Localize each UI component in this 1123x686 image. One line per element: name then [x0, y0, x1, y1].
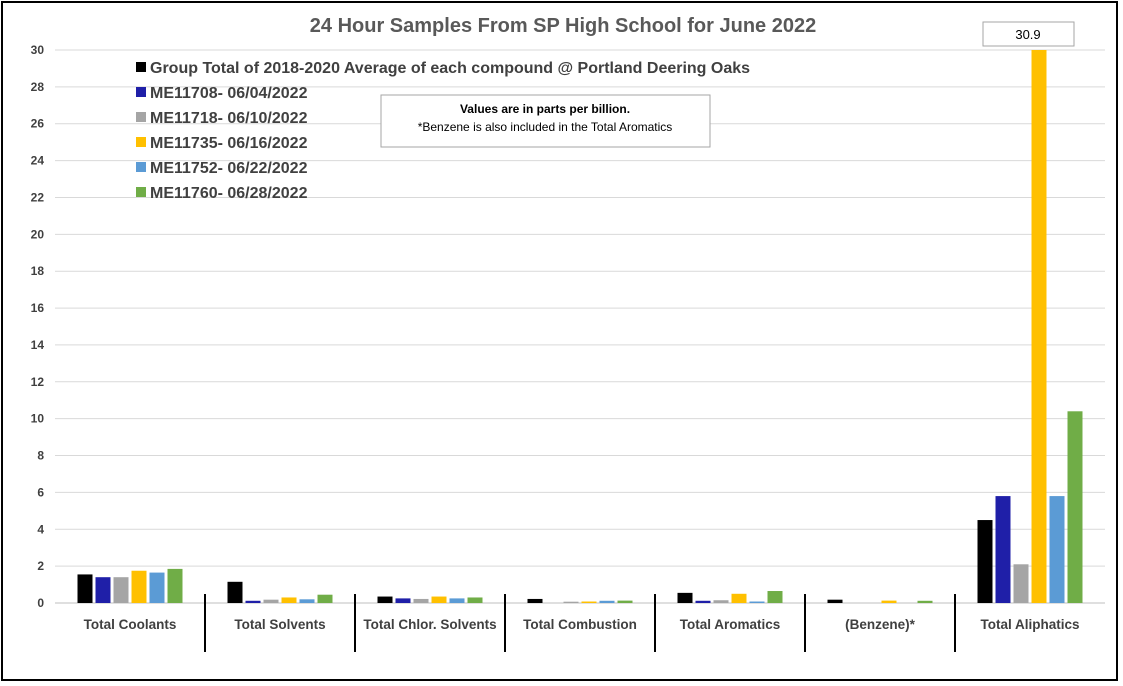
- bar: [318, 595, 333, 603]
- bar: [1050, 496, 1065, 603]
- legend-label: ME11708- 06/04/2022: [150, 85, 308, 102]
- bar: [978, 520, 993, 603]
- x-category-label: Total Combustion: [523, 617, 637, 632]
- bar: [114, 577, 129, 603]
- y-tick-label: 24: [30, 153, 44, 168]
- bar: [582, 602, 597, 603]
- bar: [696, 601, 711, 603]
- y-tick-label: 6: [37, 485, 44, 500]
- legend-swatch: [136, 62, 146, 72]
- y-tick-label: 14: [30, 337, 44, 352]
- bar: [378, 597, 393, 603]
- bar: [168, 569, 183, 603]
- overflow-value-label: 30.9: [1015, 27, 1041, 42]
- legend-label: Group Total of 2018-2020 Average of each compound @ Portland Deering Oaks: [150, 60, 751, 77]
- y-tick-label: 22: [30, 190, 44, 205]
- bar: [882, 601, 897, 603]
- x-category-label: Total Coolants: [83, 617, 177, 632]
- legend-label: ME11760- 06/28/2022: [150, 185, 308, 202]
- y-tick-label: 0: [37, 596, 44, 610]
- overflow-callout: [983, 22, 1074, 46]
- bar: [396, 598, 411, 603]
- bar: [78, 574, 93, 603]
- bar: [132, 571, 147, 603]
- y-tick-label: 28: [30, 79, 44, 94]
- bar: [1014, 564, 1029, 603]
- bar: [414, 599, 429, 603]
- bar: [918, 601, 933, 603]
- bar: [828, 600, 843, 603]
- y-axis: [31, 43, 45, 610]
- y-tick-label: 20: [30, 227, 44, 242]
- bar: [600, 601, 615, 603]
- x-category-label: (Benzene)*: [845, 617, 915, 632]
- x-category-label: Total Aliphatics: [980, 617, 1080, 632]
- legend-label: ME11718- 06/10/2022: [150, 110, 308, 127]
- units-note-line1: Values are in parts per billion.: [459, 102, 631, 116]
- bar: [732, 594, 747, 603]
- y-tick-label: 30: [30, 43, 44, 57]
- legend-swatch: [136, 112, 146, 122]
- y-tick-label: 4: [37, 522, 44, 537]
- bar: [246, 601, 261, 603]
- bar: [282, 597, 297, 603]
- bar: [996, 496, 1011, 603]
- legend-label: ME11752- 06/22/2022: [150, 160, 308, 177]
- y-tick-label: 26: [30, 116, 44, 131]
- y-tick-label: 10: [30, 411, 44, 426]
- bar: [432, 597, 447, 603]
- x-category-label: Total Solvents: [234, 617, 326, 632]
- x-category-label: Total Chlor. Solvents: [363, 617, 497, 632]
- legend-swatch: [136, 137, 146, 147]
- y-tick-label: 12: [30, 374, 44, 389]
- bar: [264, 600, 279, 603]
- bar: [768, 591, 783, 603]
- bar: [528, 599, 543, 603]
- bar: [96, 577, 111, 603]
- bar: [300, 599, 315, 603]
- bar: [678, 593, 693, 603]
- bar: [1068, 411, 1083, 603]
- legend-swatch: [136, 87, 146, 97]
- legend-swatch: [136, 162, 146, 172]
- bar: [750, 602, 765, 603]
- bar: [450, 598, 465, 603]
- bar: [228, 582, 243, 603]
- chart-title: 24 Hour Samples From SP High School for June 2022: [309, 15, 817, 37]
- units-note: [381, 95, 710, 147]
- bar: [714, 600, 729, 603]
- bar: [618, 601, 633, 603]
- legend-label: ME11735- 06/16/2022: [150, 135, 308, 152]
- y-tick-label: 18: [30, 264, 44, 279]
- units-note-line2: *Benzene is also included in the Total Aromatics: [417, 120, 673, 134]
- y-tick-label: 8: [37, 448, 44, 463]
- bar: [1032, 50, 1047, 603]
- y-tick-label: 2: [37, 559, 44, 574]
- y-tick-label: 16: [30, 301, 44, 316]
- x-category-label: Total Aromatics: [679, 617, 781, 632]
- legend-swatch: [136, 187, 146, 197]
- bar: [468, 597, 483, 603]
- bar: [150, 573, 165, 603]
- bar: [564, 602, 579, 603]
